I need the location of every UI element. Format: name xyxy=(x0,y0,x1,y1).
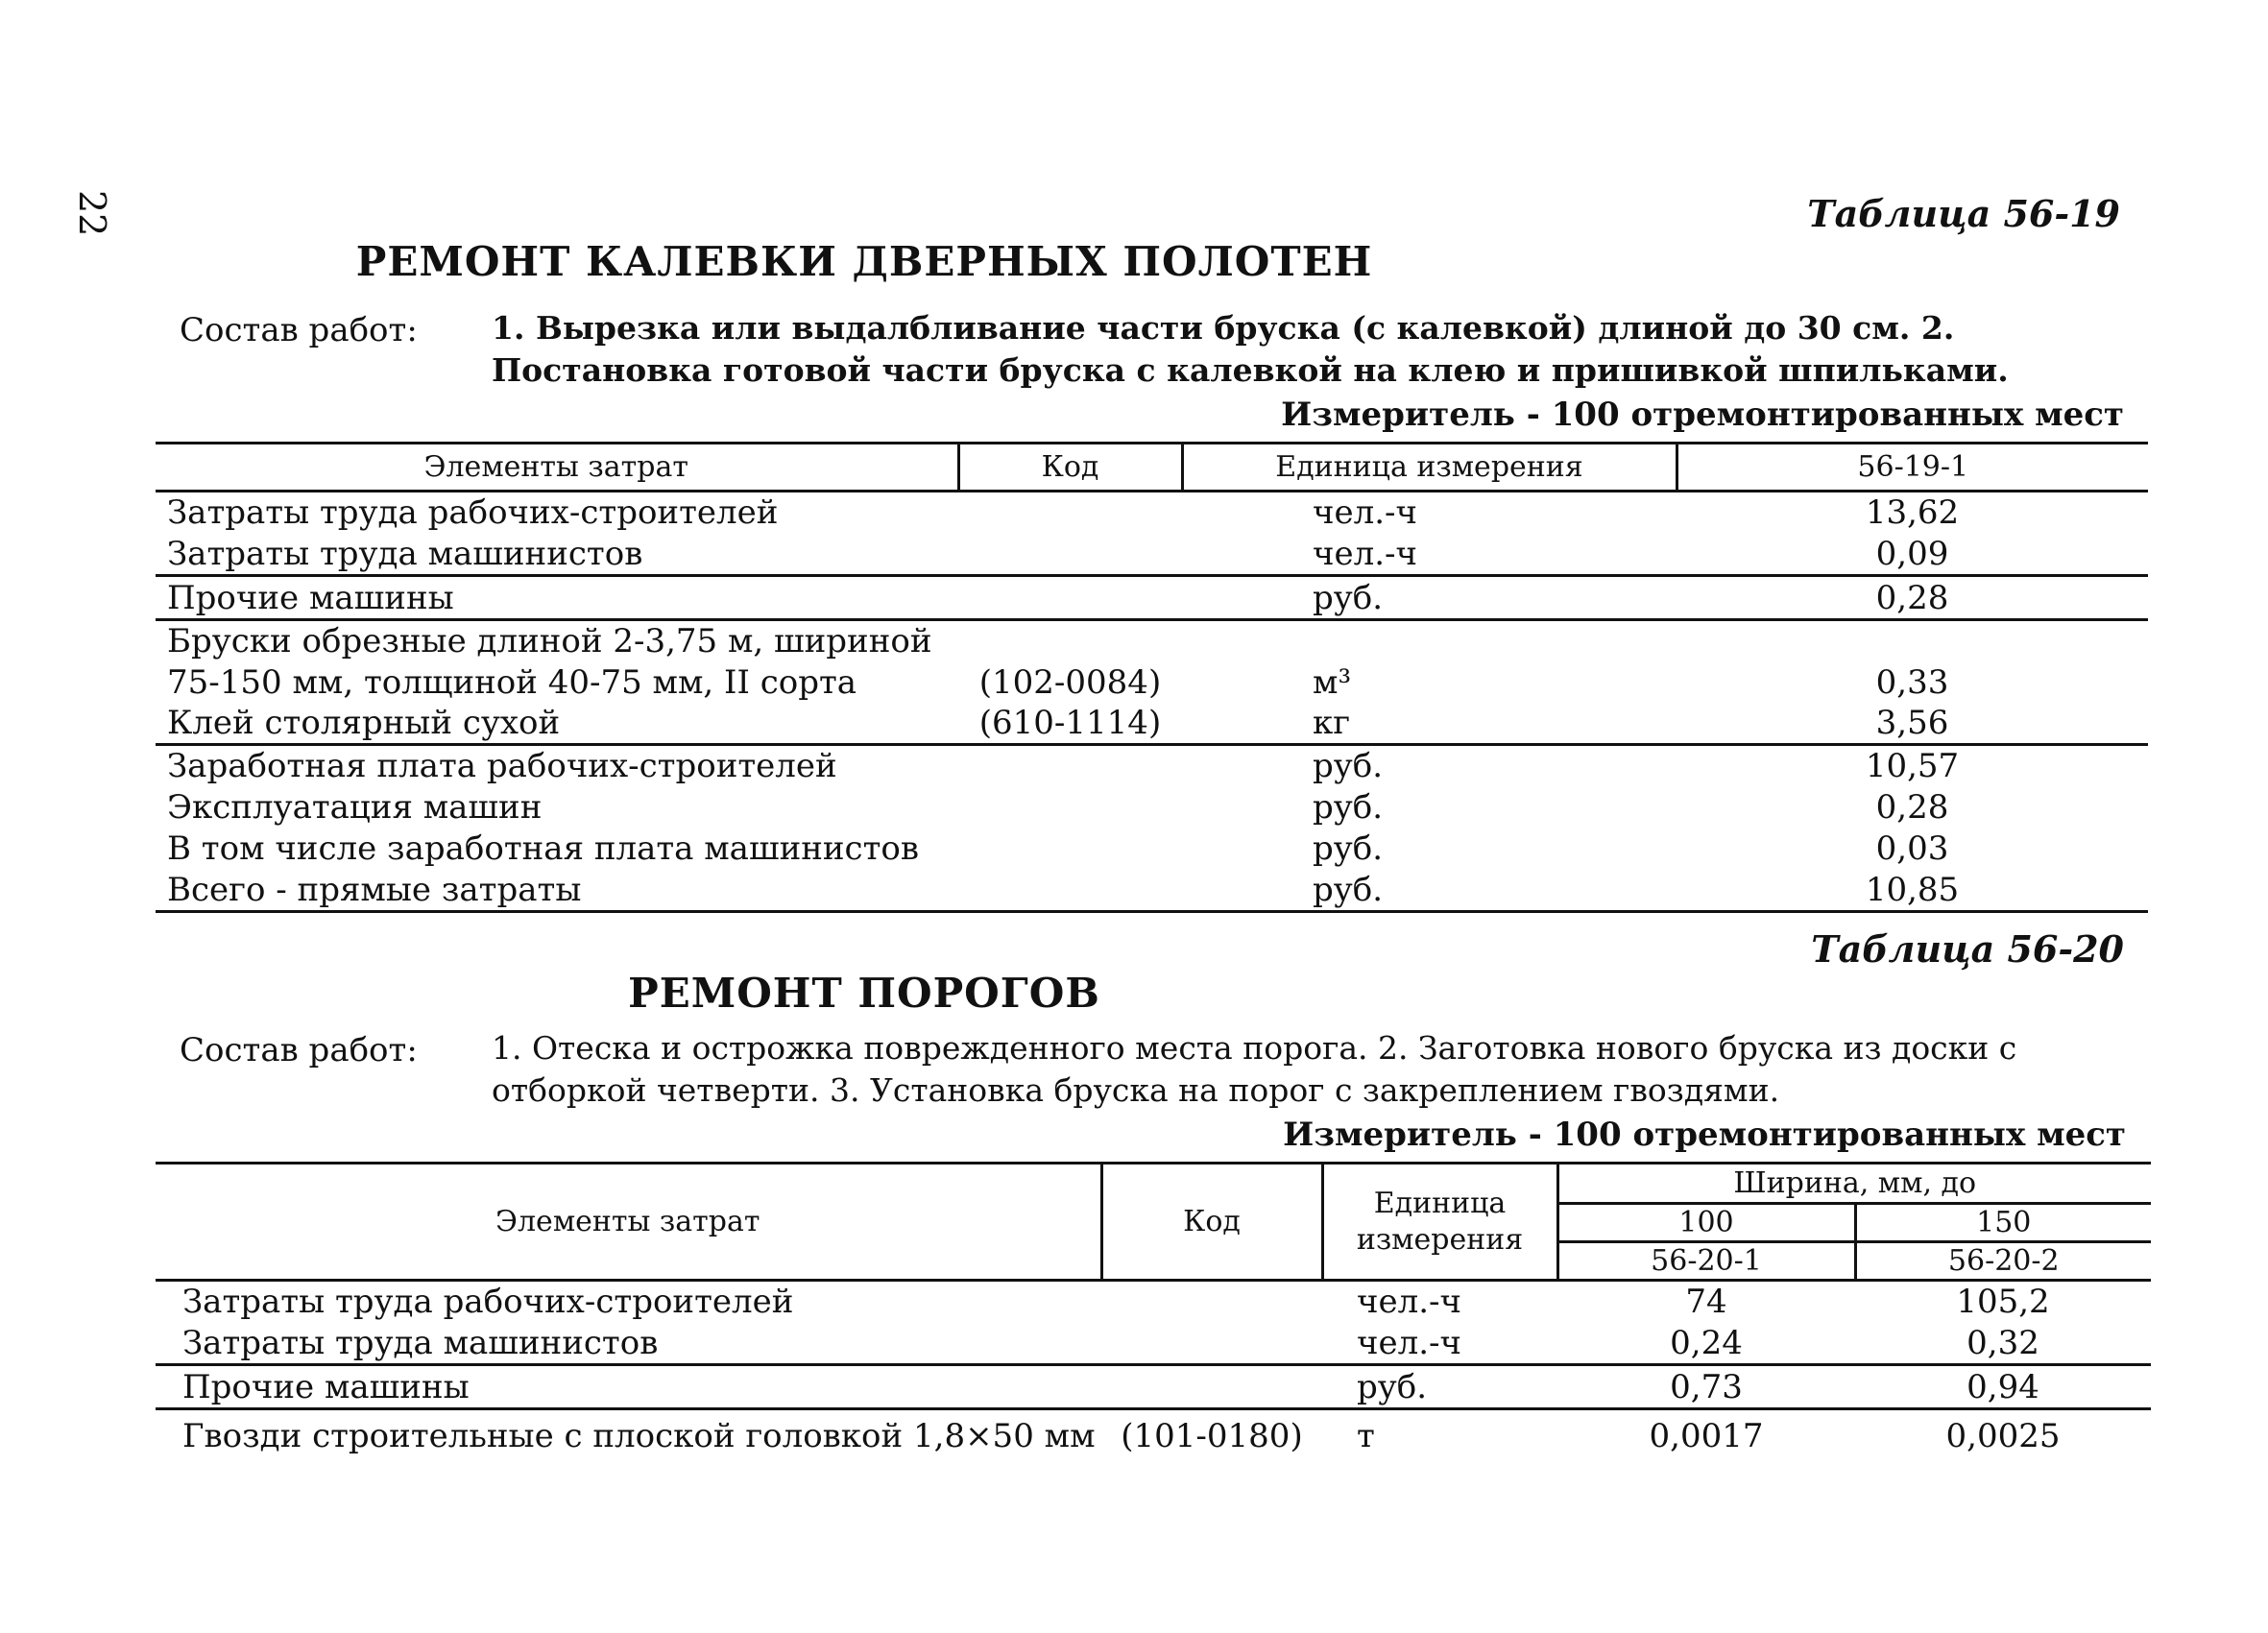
cell-unit: чел.-ч xyxy=(1357,1283,1461,1322)
cell-name: Заработная плата рабочих-строителей xyxy=(167,747,837,786)
table-row xyxy=(156,662,2148,703)
cell-value-2: 0,0025 xyxy=(1945,1417,2061,1456)
table-row xyxy=(156,1409,2151,1463)
cell-value-1: 0,24 xyxy=(1557,1323,1855,1365)
table-row xyxy=(156,534,2148,576)
work-composition-text-56-19: 1. Вырезка или выдалбливание части бруска (с калевкой) длиной до 30 см. 2. Постановка готовой части бруска с калевкой на клею и пришивкой шпильками. xyxy=(492,309,2009,389)
header-code: Код xyxy=(958,444,1182,492)
cell-code: (610-1114) xyxy=(958,703,1182,745)
table-header-row xyxy=(156,444,2148,492)
cell-name: Затраты труда машинистов xyxy=(156,534,958,576)
table-header-row xyxy=(156,1164,2151,1204)
work-composition-label-56-20: Состав работ: xyxy=(180,1031,418,1069)
table-label-56-20: Таблица 56-20 xyxy=(1811,927,2124,971)
cell-value: 0,09 xyxy=(1677,534,2148,576)
table-row xyxy=(156,1365,2151,1409)
cell-code xyxy=(958,492,1182,534)
header-elements: Элементы затрат xyxy=(156,1164,1101,1281)
cell-unit: руб. xyxy=(1313,747,1384,786)
cell-value-1: 0,0017 xyxy=(1649,1417,1764,1456)
header-unit-line1: Единица xyxy=(1373,1186,1507,1220)
cell-unit: кг xyxy=(1182,703,1677,745)
cell-name: Всего - прямые затраты xyxy=(156,870,958,912)
cell-code: (102-0084) xyxy=(978,662,1162,702)
cell-value: 3,56 xyxy=(1677,703,2148,745)
cell-unit: руб. xyxy=(1322,1365,1557,1409)
table-row xyxy=(156,576,2148,620)
cell-value: 0,33 xyxy=(1875,662,1949,702)
cell-unit: руб. xyxy=(1182,576,1677,620)
cell-value: 13,62 xyxy=(1865,493,1960,533)
table-row xyxy=(156,1323,2151,1365)
header-width-group: Ширина, мм, до xyxy=(1557,1164,2151,1204)
table-row xyxy=(156,787,2148,829)
cell-code xyxy=(1101,1365,1322,1409)
cell-code xyxy=(1101,1281,1322,1323)
cell-unit: т xyxy=(1357,1417,1375,1456)
table-label-56-19: Таблица 56-19 xyxy=(1807,192,2120,235)
cell-unit: чел.-ч xyxy=(1182,534,1677,576)
measure-line-56-20: Измеритель - 100 отремонтированных мест xyxy=(1283,1116,2126,1154)
header-width-100: 100 xyxy=(1557,1204,1855,1242)
table-row xyxy=(156,620,2148,662)
cell-unit: руб. xyxy=(1313,829,1384,868)
cell-unit xyxy=(1182,620,1677,662)
cell-unit: чел.-ч xyxy=(1313,493,1417,533)
cell-name: Затраты труда рабочих-строителей xyxy=(182,1283,794,1322)
table-row xyxy=(156,829,2148,870)
cell-code: (101-0180) xyxy=(1121,1417,1303,1456)
cell-name: Клей столярный сухой xyxy=(156,703,958,745)
cell-name: 75-150 мм, толщиной 40-75 мм, II сорта xyxy=(167,662,857,702)
cell-code xyxy=(958,745,1182,787)
cost-table-56-20 xyxy=(156,1162,2151,1463)
cell-name: Бруски обрезные длиной 2-3,75 м, шириной xyxy=(167,622,932,661)
header-code: Код xyxy=(1101,1164,1322,1281)
cell-name: Прочие машины xyxy=(156,1365,1101,1409)
cost-table-56-19 xyxy=(156,442,2148,913)
header-unit xyxy=(1322,1164,1557,1281)
cell-value: 10,57 xyxy=(1865,747,1960,786)
cell-value-1: 74 xyxy=(1685,1283,1727,1322)
cell-value xyxy=(1677,620,2148,662)
cell-name: Прочие машины xyxy=(156,576,958,620)
cell-value: 10,85 xyxy=(1677,870,2148,912)
cell-value: 0,28 xyxy=(1677,576,2148,620)
cell-unit: чел.-ч xyxy=(1322,1323,1557,1365)
header-column-56-20-1: 56-20-1 xyxy=(1557,1242,1855,1281)
cell-code xyxy=(958,576,1182,620)
cell-name: Эксплуатация машин xyxy=(167,788,543,827)
cell-value-1: 0,73 xyxy=(1557,1365,1855,1409)
work-composition-label-56-19: Состав работ: xyxy=(180,311,418,349)
cell-name: В том числе заработная плата машинистов xyxy=(167,829,920,868)
cell-value-2: 0,32 xyxy=(1855,1323,2151,1365)
cell-value: 0,28 xyxy=(1875,788,1949,827)
cell-name: Гвозди строительные с плоской головкой 1,8×50 мм xyxy=(182,1417,1096,1456)
cell-code xyxy=(1101,1323,1322,1365)
header-unit: Единица измерения xyxy=(1182,444,1677,492)
cell-code xyxy=(958,534,1182,576)
table-row xyxy=(156,1281,2151,1323)
header-elements: Элементы затрат xyxy=(156,444,958,492)
table-row xyxy=(156,703,2148,745)
header-unit-line2: измерения xyxy=(1356,1222,1524,1257)
cell-value: 0,03 xyxy=(1875,829,1949,868)
header-width-150: 150 xyxy=(1855,1204,2151,1242)
cell-unit: руб. xyxy=(1313,788,1384,827)
header-column-56-20-2: 56-20-2 xyxy=(1855,1242,2151,1281)
measure-line-56-19: Измеритель - 100 отремонтированных мест xyxy=(1281,396,2124,434)
cell-code xyxy=(958,787,1182,829)
table-row xyxy=(156,745,2148,787)
cell-code xyxy=(958,870,1182,912)
cell-unit: руб. xyxy=(1182,870,1677,912)
section-title-56-19: РЕМОНТ КАЛЕВКИ ДВЕРНЫХ ПОЛОТЕН xyxy=(355,238,1373,285)
cell-code xyxy=(958,620,1182,662)
cell-name: Затраты труда рабочих-строителей xyxy=(167,493,779,533)
cell-value-2: 0,94 xyxy=(1855,1365,2151,1409)
page-number: 22 xyxy=(71,190,113,237)
header-column-56-19-1: 56-19-1 xyxy=(1677,444,2148,492)
section-title-56-20: РЕМОНТ ПОРОГОВ xyxy=(628,970,1100,1017)
work-composition-text-56-20: 1. Отеска и острожка поврежденного места порога. 2. Заготовка нового бруска из доски с отборкой четверти. 3. Установка бруска на порог с закреплением гвоздями. xyxy=(492,1029,2017,1109)
cell-code xyxy=(958,829,1182,870)
table-row xyxy=(156,492,2148,534)
table-row xyxy=(156,870,2148,912)
cell-unit: м³ xyxy=(1313,662,1352,702)
cell-value-2: 105,2 xyxy=(1956,1283,2050,1322)
cell-name: Затраты труда машинистов xyxy=(156,1323,1101,1365)
